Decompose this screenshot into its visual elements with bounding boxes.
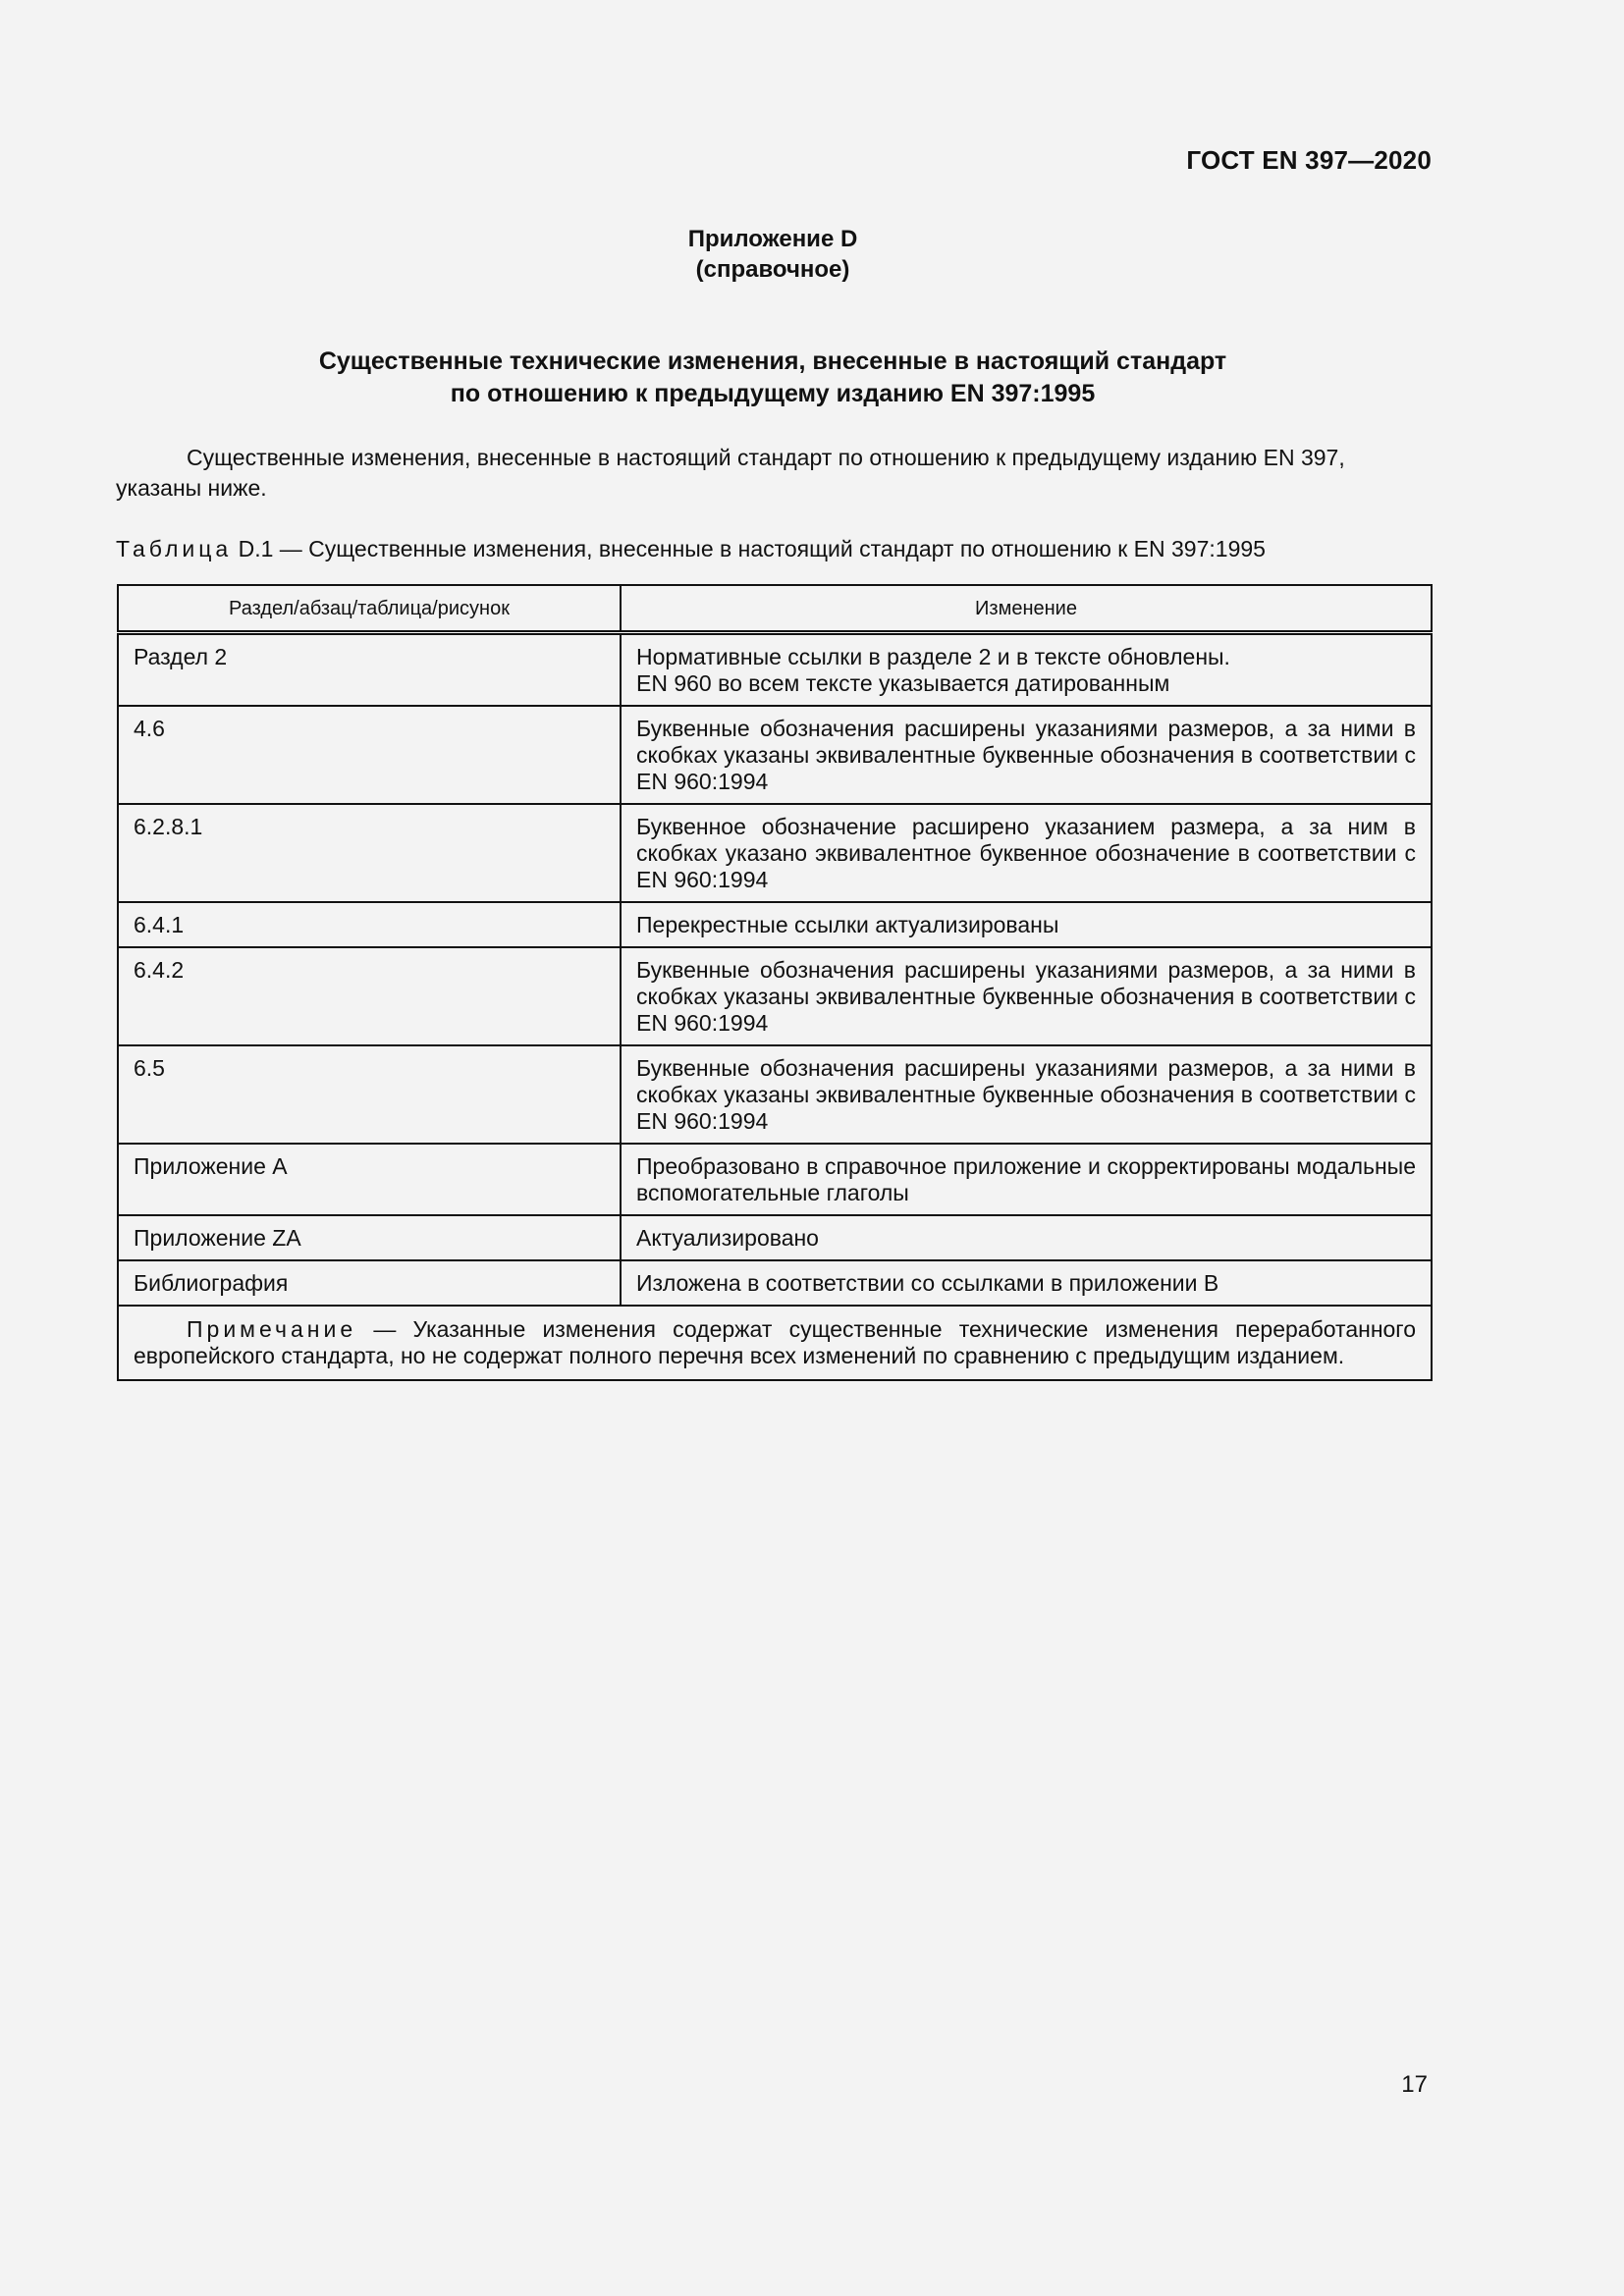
row-change: Буквенные обозначения расширены указаниями размеров, а за ними в скобках указаны эквивалентные буквенные обозначения в соответствии с EN 960:1994 [621,947,1432,1045]
row-change: Изложена в соответствии со ссылками в приложении В [621,1260,1432,1306]
page-number: 17 [1401,2071,1428,2098]
row-section: 6.4.2 [118,947,621,1045]
row-section: Приложение А [118,1144,621,1215]
row-change: Буквенное обозначение расширено указанием размера, а за ним в скобках указано эквивалентное буквенное обозначение в соответствии с EN 960:1994 [621,804,1432,902]
row-change-line: Нормативные ссылки в разделе 2 и в тексте обновлены. [636,644,1230,669]
intro-paragraph: Существенные изменения, внесенные в настоящий стандарт по отношению к предыдущему изданию EN 397, указаны ниже. [116,445,1345,501]
annex-status: (справочное) [695,256,850,283]
table-row [118,1260,1432,1306]
row-section: 4.6 [118,706,621,804]
note-text: — Указанные изменения содержат существенные технические изменения переработанного европейского стандарта, но не содержат полного перечня всех изменений по сравнению с предыдущим изданием. [134,1316,1416,1368]
row-section: 6.5 [118,1045,621,1144]
annex-title: Приложение D [687,226,858,252]
row-section: 6.4.1 [118,902,621,947]
title-line-1: Существенные технические изменения, внесенные в настоящий стандарт [318,347,1227,375]
column-header-change: Изменение [621,585,1432,633]
table-row [118,947,1432,1045]
column-header-section: Раздел/абзац/таблица/рисунок [118,585,621,633]
row-section: Приложение ZA [118,1215,621,1260]
table-row [118,706,1432,804]
row-section: 6.2.8.1 [118,804,621,902]
title-line-2: по отношению к предыдущему изданию EN 397:1995 [450,380,1096,407]
note-label: Примечание [187,1316,357,1342]
table-note-row [118,1306,1432,1380]
row-change [621,633,1432,707]
row-change: Буквенные обозначения расширены указаниями размеров, а за ними в скобках указаны эквивалентные буквенные обозначения в соответствии с EN 960:1994 [621,1045,1432,1144]
table-row [118,1045,1432,1144]
row-section: Библиография [118,1260,621,1306]
annex-main-title [0,346,1624,410]
row-change-line: EN 960 во всем тексте указывается датированным [636,670,1170,696]
table-note [118,1306,1432,1380]
table-caption [116,534,1266,563]
table-header-row [118,585,1432,633]
table-row [118,633,1432,707]
table-row [118,804,1432,902]
changes-table [117,584,1433,1381]
row-section: Раздел 2 [118,633,621,707]
table-row [118,1144,1432,1215]
table-caption-text: D.1 — Существенные изменения, внесенные в настоящий стандарт по отношению к EN 397:1995 [232,536,1266,561]
annex-heading [0,224,1624,285]
table-row [118,1215,1432,1260]
table-caption-label: Таблица [116,536,233,561]
row-change: Буквенные обозначения расширены указаниями размеров, а за ними в скобках указаны эквивалентные буквенные обозначения в соответствии с EN 960:1994 [621,706,1432,804]
table-row [118,902,1432,947]
document-code: ГОСТ EN 397—2020 [1186,145,1432,175]
row-change: Преобразовано в справочное приложение и скорректированы модальные вспомогательные глаголы [621,1144,1432,1215]
row-change: Актуализировано [621,1215,1432,1260]
row-change: Перекрестные ссылки актуализированы [621,902,1432,947]
